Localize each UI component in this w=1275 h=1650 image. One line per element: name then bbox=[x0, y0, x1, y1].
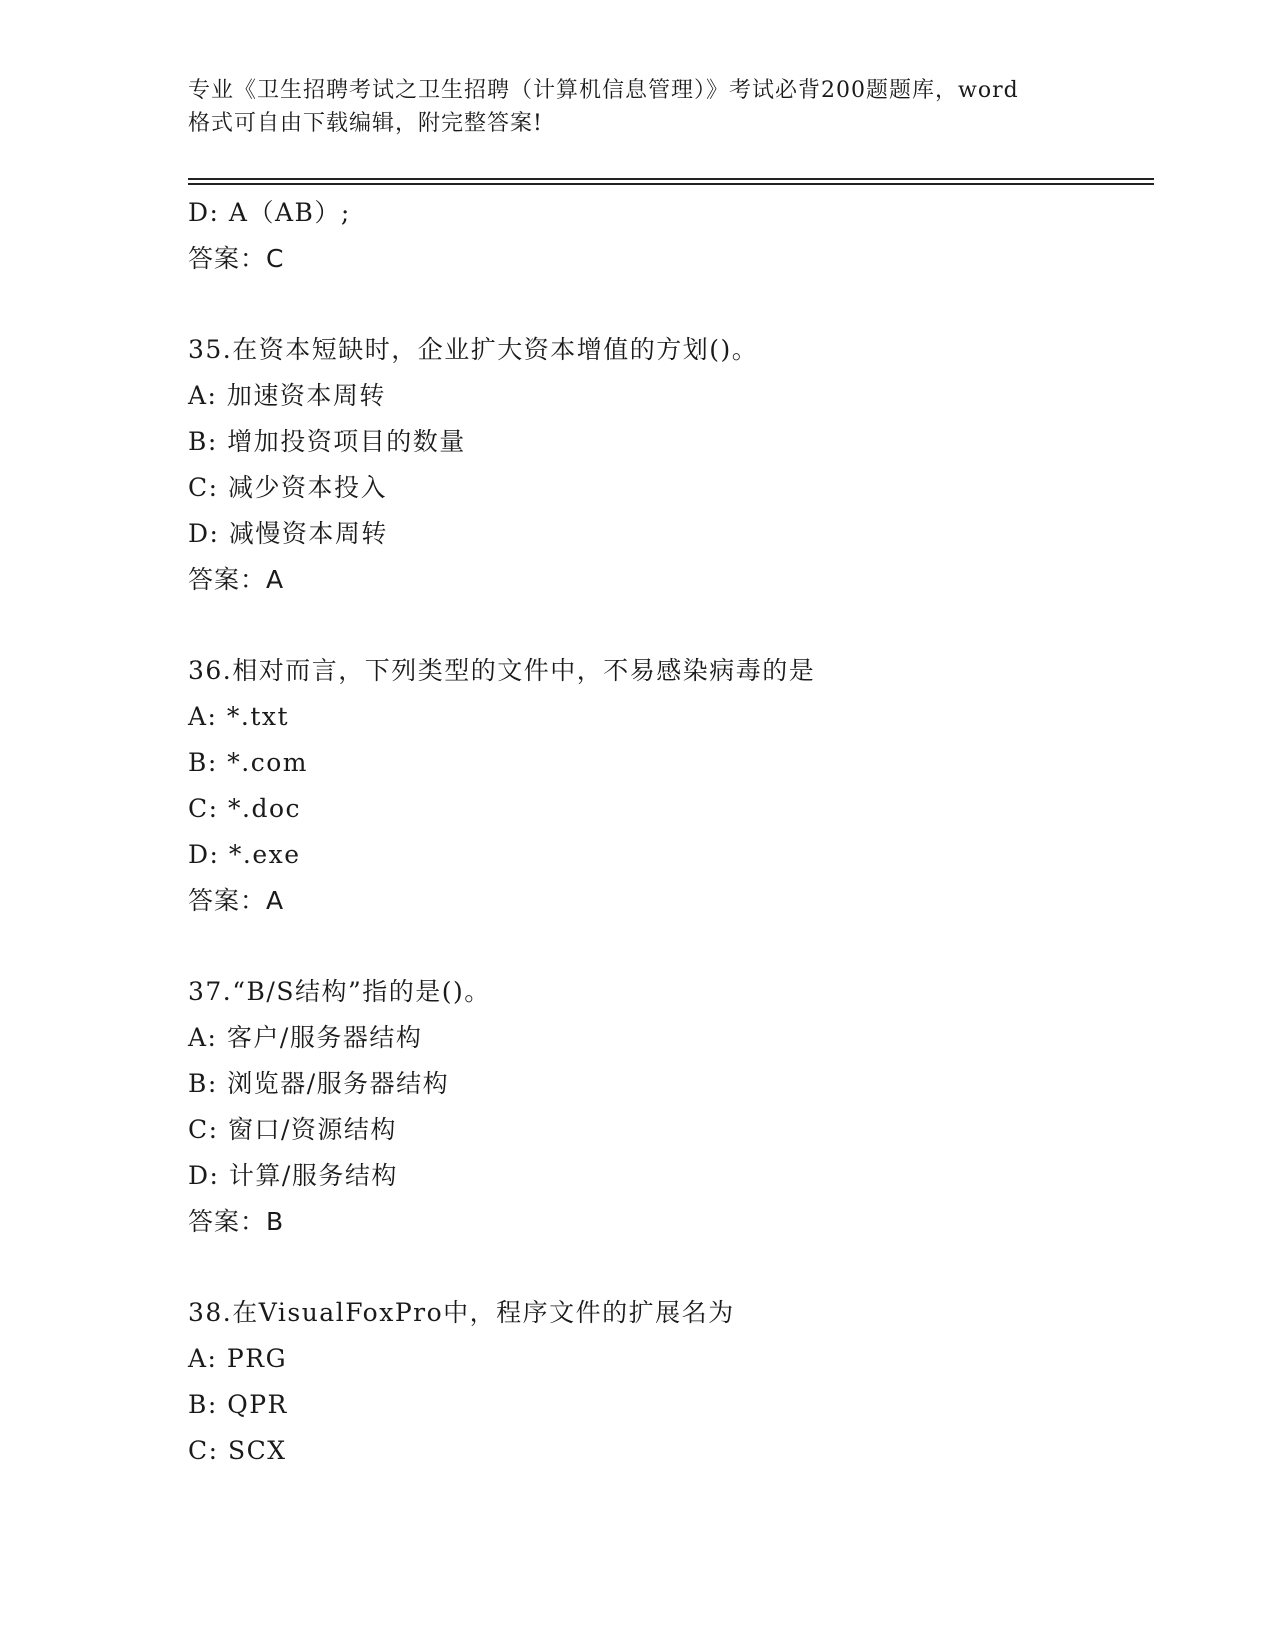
option-a: A: PRG bbox=[188, 1344, 288, 1373]
spacer bbox=[188, 282, 1154, 327]
header-divider-top bbox=[188, 178, 1154, 180]
question-stem: 38.在VisualFoxPro中，程序文件的扩展名为 bbox=[188, 1298, 735, 1327]
option-d: D: 减慢资本周转 bbox=[188, 519, 388, 548]
answer-line: 答案：A bbox=[188, 565, 285, 594]
option-b: B: *.com bbox=[188, 748, 308, 777]
option-c: C: *.doc bbox=[188, 794, 302, 823]
option-b: B: 增加投资项目的数量 bbox=[188, 427, 466, 456]
header-line-2: 格式可自由下载编辑，附完整答案! bbox=[188, 111, 543, 136]
spacer bbox=[188, 1245, 1154, 1290]
question-36 bbox=[188, 648, 1154, 924]
question-35 bbox=[188, 327, 1154, 603]
option-d: D: *.exe bbox=[188, 840, 301, 869]
option-c: C: 窗口/资源结构 bbox=[188, 1115, 397, 1144]
option-b: B: 浏览器/服务器结构 bbox=[188, 1069, 450, 1098]
answer-line: 答案：C bbox=[188, 244, 285, 273]
option-b: B: QPR bbox=[188, 1390, 288, 1419]
question-list bbox=[188, 190, 1154, 1474]
option-a: A: 客户/服务器结构 bbox=[188, 1023, 423, 1052]
question-stem: 35.在资本短缺时，企业扩大资本增值的方划()。 bbox=[188, 335, 759, 364]
option-c: C: SCX bbox=[188, 1436, 287, 1465]
question-stem: 36.相对而言，下列类型的文件中，不易感染病毒的是 bbox=[188, 656, 816, 685]
option-d: D: 计算/服务结构 bbox=[188, 1161, 398, 1190]
option-c: C: 减少资本投入 bbox=[188, 473, 387, 502]
answer-line: 答案：B bbox=[188, 1207, 285, 1236]
question-37 bbox=[188, 969, 1154, 1245]
question-38 bbox=[188, 1290, 1154, 1474]
document-header bbox=[188, 74, 1088, 140]
option-d: D: A（AB）; bbox=[188, 198, 351, 227]
header-divider-bottom bbox=[188, 183, 1154, 185]
spacer bbox=[188, 603, 1154, 648]
option-a: A: 加速资本周转 bbox=[188, 381, 386, 410]
option-a: A: *.txt bbox=[188, 702, 290, 731]
header-line-1: 专业《卫生招聘考试之卫生招聘（计算机信息管理）》考试必背200题题库，word bbox=[188, 78, 1019, 103]
question-stem: 37.“B/S结构”指的是()。 bbox=[188, 977, 491, 1006]
spacer bbox=[188, 924, 1154, 969]
answer-line: 答案：A bbox=[188, 886, 285, 915]
